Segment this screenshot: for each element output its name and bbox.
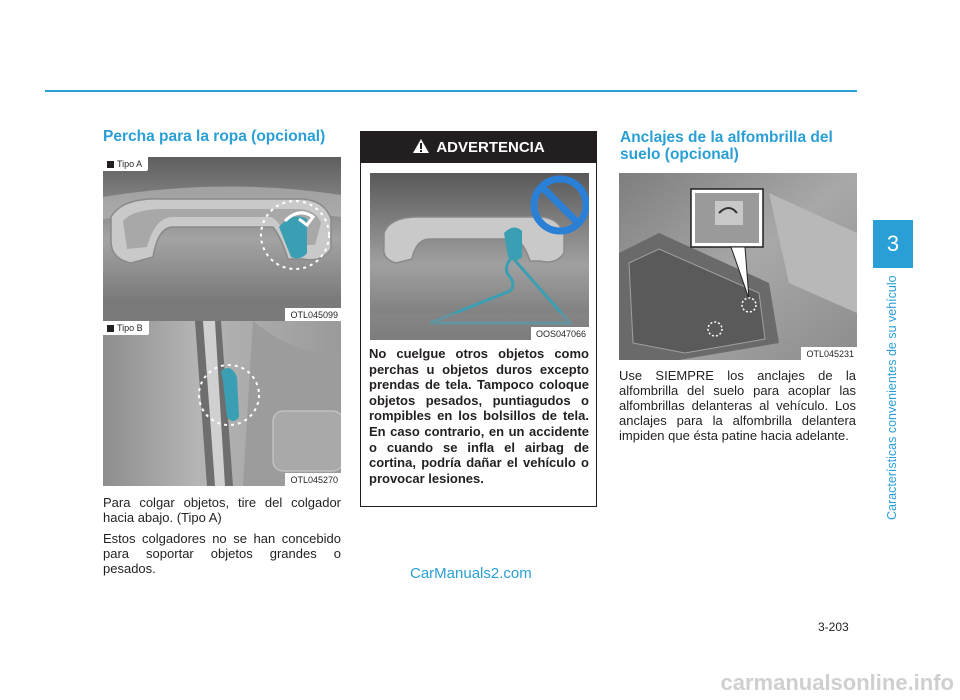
image-code: OTL045231 (801, 347, 857, 360)
tag-label: Tipo B (117, 323, 143, 333)
image-code: OOS047066 (531, 327, 589, 340)
watermark-link[interactable]: CarManuals2.com (410, 565, 532, 582)
photo-tag-type-b (103, 321, 149, 335)
section-heading-clothes-hanger: Percha para la ropa (opcional) (103, 128, 326, 145)
chapter-title: Características convenientes de su vehículo (885, 275, 899, 520)
photo-hanger-type-a (103, 157, 341, 321)
warning-triangle-icon (412, 138, 430, 158)
photo-floor-mat-anchor (619, 173, 857, 360)
image-code: OTL045099 (285, 308, 341, 321)
warning-header (361, 132, 596, 163)
tag-label: Tipo A (117, 159, 143, 169)
footer-watermark: carmanualsonline.info (720, 670, 954, 695)
photo-tag-type-a (103, 157, 148, 171)
warning-title: ADVERTENCIA (436, 139, 545, 156)
page-number: 3-203 (818, 620, 849, 634)
chapter-number-tab: 3 (873, 220, 913, 268)
warning-box (360, 131, 597, 507)
header-rule (45, 90, 857, 92)
warning-text: No cuelgue otros objetos como perchas u objetos duros excepto prendas de tela. Tampoco coloque objetos pesados, puntiagudos o rompibles en los bolsillos de tela. En caso contrario, en un accidente o cuando se infla el airbag de cortina, podría dañar el vehículo o provocar lesiones. (369, 346, 589, 486)
paragraph-floor-mat-anchors: Use SIEMPRE los anclajes de la alfombrilla del suelo para acoplar las alfombrillas delanteras al vehículo. Los anclajes para la alfombrilla delantera impiden que ésta patine hacia adelante. (619, 368, 856, 443)
photo-hanger-type-b (103, 321, 341, 486)
paragraph-pull-hanger: Para colgar objetos, tire del colgador hacia abajo. (Tipo A) (103, 495, 341, 525)
paragraph-hanger-limits: Estos colgadores no se han concebido para soportar objetos grandes o pesados. (103, 531, 341, 576)
section-heading-floor-mat-anchors: Anclajes de la alfombrilla del suelo (opcional) (620, 129, 833, 163)
image-code: OTL045270 (285, 473, 341, 486)
photo-hanger-warning (370, 173, 589, 340)
